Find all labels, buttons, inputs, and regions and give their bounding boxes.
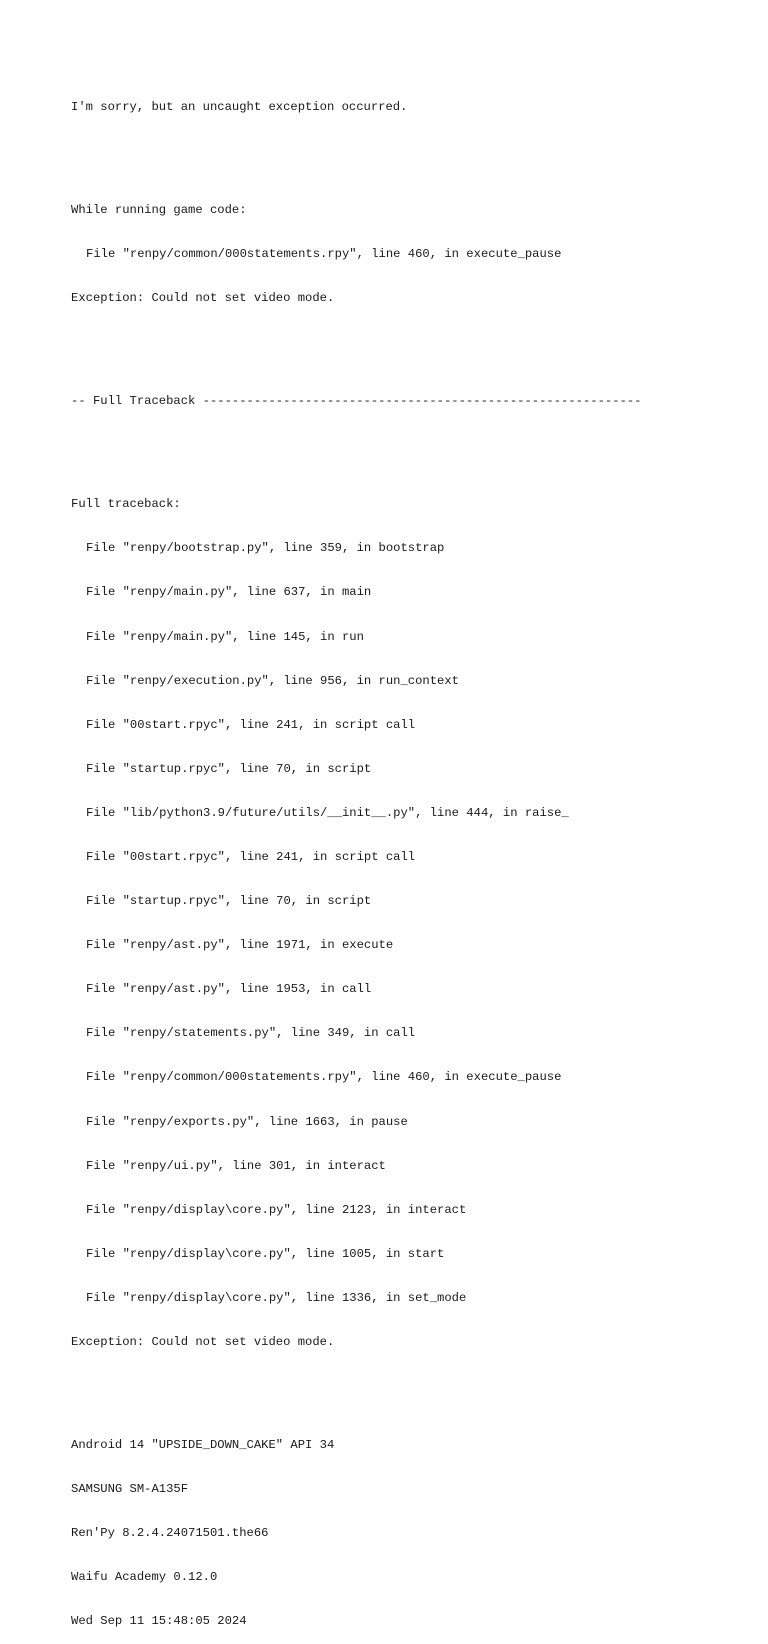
traceback-report — [71, 71, 751, 1644]
traceback-frame: File "renpy/display\core.py", line 1005, in start — [86, 1246, 445, 1261]
system-info-timestamp: Wed Sep 11 15:48:05 2024 — [71, 1614, 247, 1629]
system-info-game-version: Waifu Academy 0.12.0 — [71, 1570, 218, 1585]
full-traceback-divider: -- Full Traceback ------------------------------------------------------------ — [71, 394, 642, 409]
traceback-frame: File "renpy/main.py", line 145, in run — [86, 629, 364, 644]
system-info-os: Android 14 "UPSIDE_DOWN_CAKE" API 34 — [71, 1437, 335, 1452]
while-running-exception: Exception: Could not set video mode. — [71, 291, 335, 306]
full-traceback-header: Full traceback: — [71, 497, 181, 512]
full-traceback-exception: Exception: Could not set video mode. — [71, 1335, 335, 1350]
spacer — [71, 438, 751, 453]
traceback-frame: File "renpy/statements.py", line 349, in call — [86, 1026, 416, 1041]
traceback-frame: File "renpy/execution.py", line 956, in run_context — [86, 673, 459, 688]
system-info-device: SAMSUNG SM-A135F — [71, 1482, 189, 1497]
traceback-frame: File "renpy/main.py", line 637, in main — [86, 585, 372, 600]
traceback-frame: File "renpy/common/000statements.rpy", line 460, in execute_pause — [86, 1070, 562, 1085]
traceback-frame: File "renpy/ui.py", line 301, in interact — [86, 1158, 386, 1173]
traceback-frame: File "renpy/display\core.py", line 1336, in set_mode — [86, 1290, 467, 1305]
traceback-frame: File "renpy/display\core.py", line 2123, in interact — [86, 1202, 467, 1217]
traceback-frame: File "startup.rpyc", line 70, in script — [86, 894, 372, 909]
system-info-renpy-version: Ren'Py 8.2.4.24071501.the66 — [71, 1526, 269, 1541]
error-intro: I'm sorry, but an uncaught exception occurred. — [71, 100, 408, 115]
traceback-frame: File "renpy/ast.py", line 1953, in call — [86, 982, 372, 997]
while-running-frame: File "renpy/common/000statements.rpy", line 460, in execute_pause — [86, 247, 562, 262]
spacer — [71, 145, 751, 160]
traceback-frame: File "renpy/exports.py", line 1663, in pause — [86, 1114, 408, 1129]
traceback-frame: File "00start.rpyc", line 241, in script call — [86, 717, 416, 732]
traceback-frame: File "renpy/ast.py", line 1971, in execute — [86, 938, 394, 953]
while-running-header: While running game code: — [71, 203, 247, 218]
traceback-frame: File "00start.rpyc", line 241, in script call — [86, 850, 416, 865]
traceback-frame: File "startup.rpyc", line 70, in script — [86, 761, 372, 776]
traceback-frame: File "lib/python3.9/future/utils/__init__.py", line 444, in raise_ — [86, 805, 569, 820]
traceback-frame: File "renpy/bootstrap.py", line 359, in bootstrap — [86, 541, 445, 556]
spacer — [71, 336, 751, 351]
spacer — [71, 1379, 751, 1394]
